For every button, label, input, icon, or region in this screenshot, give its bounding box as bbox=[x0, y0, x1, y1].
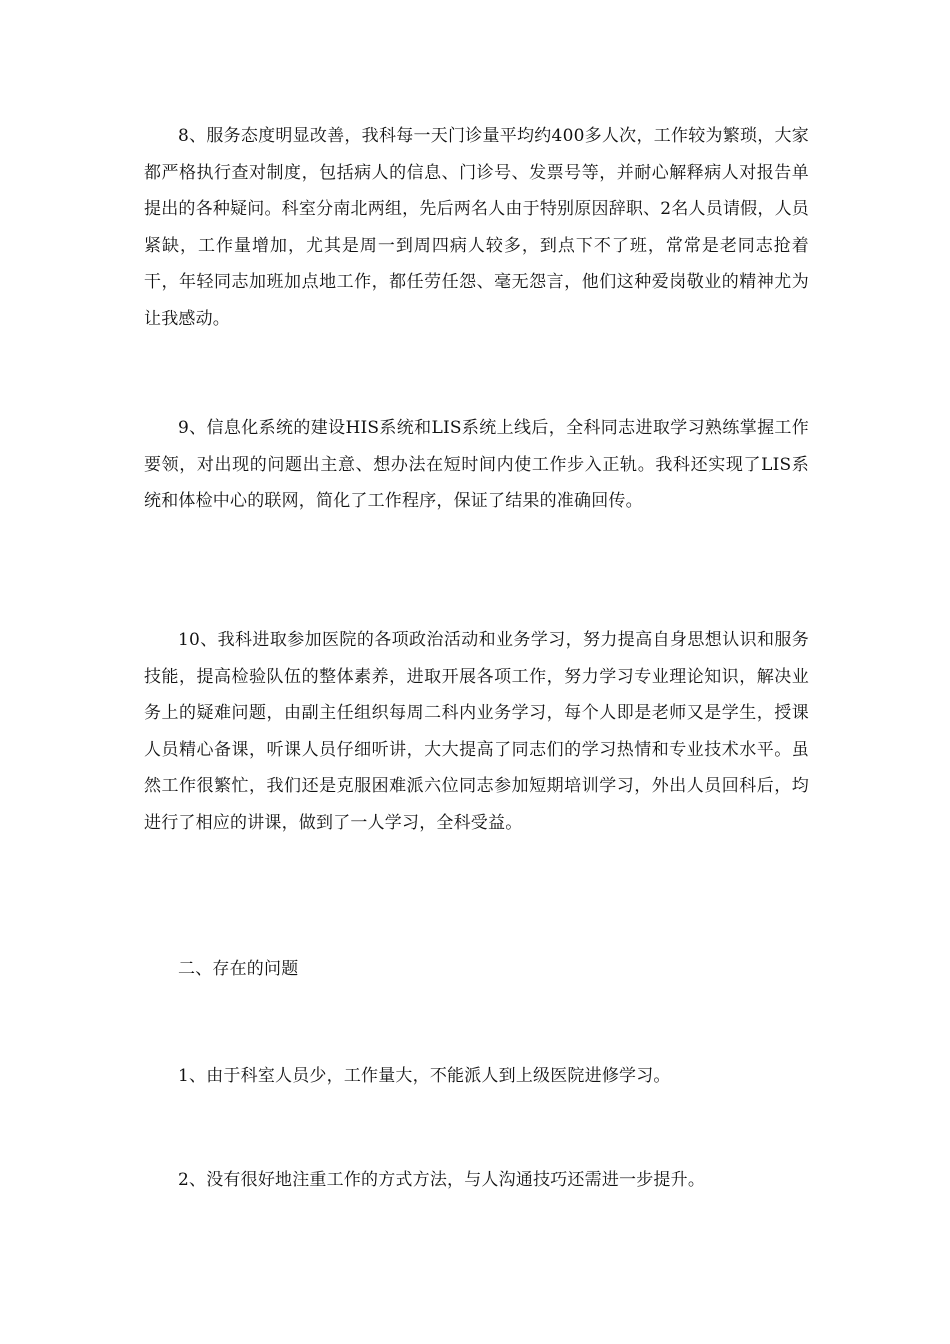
paragraph-item-10: 10、我科进取参加医院的各项政治活动和业务学习，努力提高自身思想认识和服务技能，提高检验队伍的整体素养，进取开展各项工作，努力学习专业理论知识，解决业务上的疑难问题，由副主任组织每周二科内业务学习，每个人即是老师又是学生，授课人员精心备课，听课人员仔细听讲，大大提高了同志们的学习热情和专业技术水平。虽然工作很繁忙，我们还是克服困难派六位同志参加短期培训学习，外出人员回科后，均进行了相应的讲课，做到了一人学习，全科受益。 bbox=[144, 630, 809, 833]
section-heading: 二、存在的问题 bbox=[178, 959, 299, 979]
paragraph-item-8: 8、服务态度明显改善，我科每一天门诊量平均约400多人次，工作较为繁琐，大家都严格执行查对制度，包括病人的信息、门诊号、发票号等，并耐心解释病人对报告单提出的各种疑问。科室分南北两组，先后两名人由于特别原因辞职、2名人员请假，人员紧缺，工作量增加，尤其是周一到周四病人较多，到点下不了班，常常是老同志抢着干，年轻同志加班加点地工作，都任劳任怨、毫无怨言，他们这种爱岗敬业的精神尤为让我感动。 bbox=[144, 126, 809, 329]
paragraph-item-9: 9、信息化系统的建设HIS系统和LIS系统上线后，全科同志进取学习熟练掌握工作要领，对出现的问题出主意、想办法在短时间内使工作步入正轨。我科还实现了LIS系统和体检中心的联网，简化了工作程序，保证了结果的准确回传。 bbox=[144, 418, 809, 511]
issue-item-2: 2、没有很好地注重工作的方式方法，与人沟通技巧还需进一步提升。 bbox=[178, 1170, 706, 1190]
issue-item-1: 1、由于科室人员少，工作量大，不能派人到上级医院进修学习。 bbox=[178, 1066, 671, 1086]
